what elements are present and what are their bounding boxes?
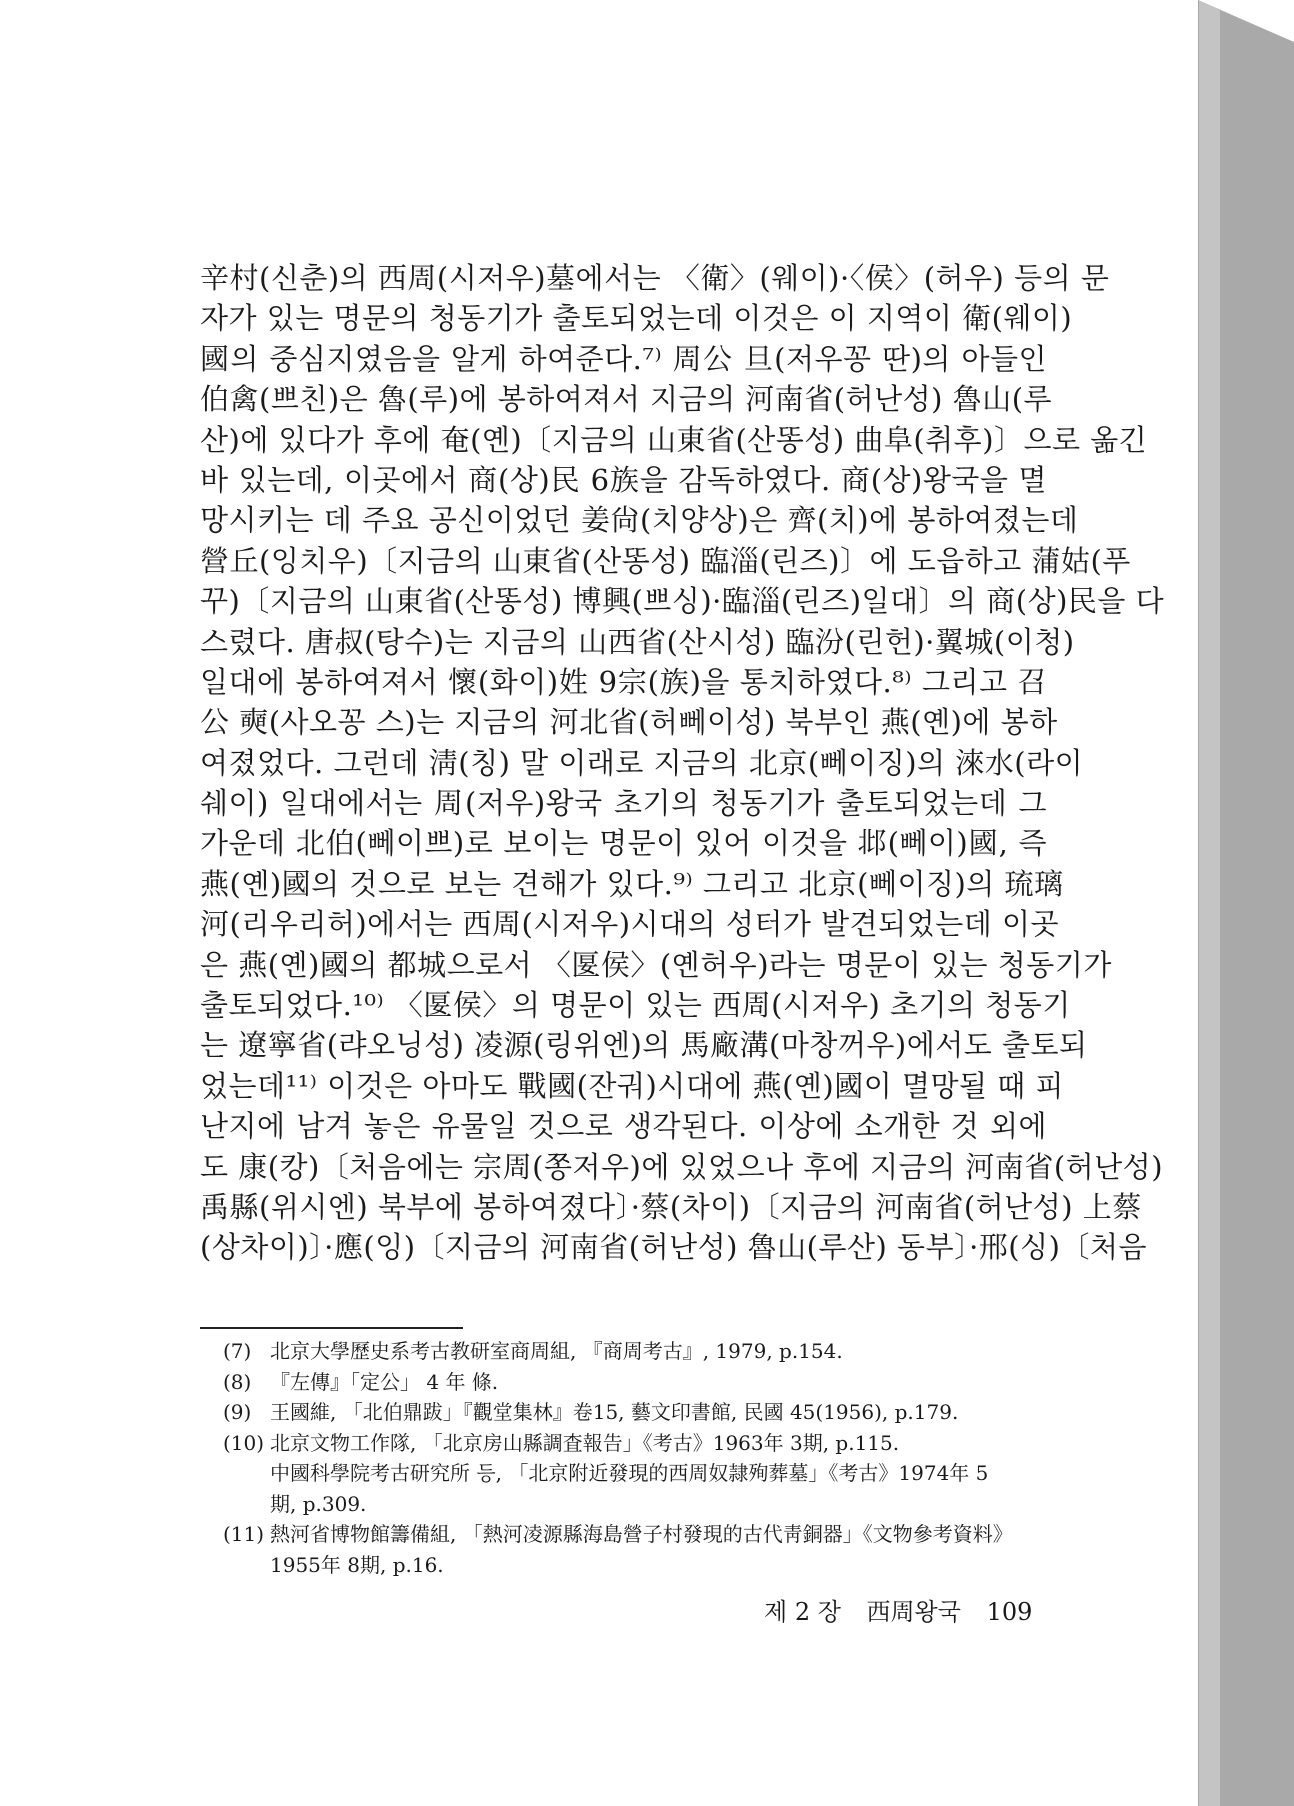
footer-title: 西周왕국 <box>866 1598 961 1626</box>
body-line: 燕(옌)國의 것으로 보는 견해가 있다.⁹⁾ 그리고 北京(뻬이징)의 琉璃 <box>200 866 1064 901</box>
body-line: 바 있는데, 이곳에서 商(상)民 6族을 감독하였다. 商(상)왕국을 멸 <box>200 462 1047 497</box>
body-line: 도 康(캉)〔처음에는 宗周(쫑저우)에 있었으나 후에 지금의 河南省(허난성) <box>200 1149 1164 1184</box>
footnote-text: 王國維, 「北伯鼎跋」『觀堂集林』卷15, 藝文印書館, 民國 45(1956), p.179. <box>270 1400 959 1424</box>
body-line: 산)에 있다가 후에 奄(옌)〔지금의 山東省(산똥성) 曲阜(취후)〕으로 옮긴 <box>200 422 1148 457</box>
footnote-number: (11) <box>223 1522 265 1546</box>
footnote-number: (7) <box>223 1339 252 1363</box>
body-line: 은 燕(옌)國의 都城으로서 〈匽侯〉(옌허우)라는 명문이 있는 청동기가 <box>200 947 1112 982</box>
footnote-text: 熱河省博物館籌備組, 「熱河凌源縣海島營子村發現的古代靑銅器」《文物參考資料》 <box>270 1522 1013 1546</box>
footnote-text: 『左傳』「定公」 4 年 條. <box>270 1369 499 1394</box>
body-line: 辛村(신춘)의 西周(시저우)墓에서는 〈衛〉(웨이)·〈侯〉(허우) 등의 문 <box>200 261 1110 295</box>
body-line: 營丘(잉치우)〔지금의 山東省(산똥성) 臨淄(린즈)〕에 도읍하고 蒲姑(푸 <box>200 543 1131 578</box>
body-line: 출토되었다.¹⁰⁾ 〈匽侯〉의 명문이 있는 西周(시저우) 초기의 청동기 <box>200 988 1071 1023</box>
footnote-text: 1955年 8期, p.16. <box>270 1552 444 1577</box>
footnote-text: 北京大學歷史系考古教研室商周組, 『商周考古』, 1979, p.154. <box>270 1339 843 1363</box>
body-line: 망시키는 데 주요 공신이었던 姜尙(치양상)은 齊(치)에 봉하여졌는데 <box>200 503 1079 538</box>
body-line: 禹縣(위시엔) 북부에 봉하여졌다〕·蔡(차이)〔지금의 河南省(허난성) 上蔡 <box>200 1189 1142 1224</box>
body-line: 스렸다. 唐叔(탕수)는 지금의 山西省(산시성) 臨汾(린헌)·翼城(이청) <box>200 624 1075 659</box>
body-line: 난지에 남겨 놓은 유물일 것으로 생각된다. 이상에 소개한 것 외에 <box>200 1109 1047 1144</box>
body-line: 河(리우리허)에서는 西周(시저우)시대의 성터가 발견되었는데 이곳 <box>200 907 1059 942</box>
body-line: 었는데¹¹⁾ 이것은 아마도 戰國(잔궈)시대에 燕(옌)國이 멸망될 때 피 <box>200 1068 1064 1103</box>
footnote-number: (10) <box>223 1430 265 1455</box>
footnote-text: 期, p.309. <box>270 1491 367 1516</box>
body-line: 가운데 北伯(뻬이쁘)로 보이는 명문이 있어 이것을 邶(뻬이)國, 즉 <box>200 826 1047 861</box>
body-line: 國의 중심지였음을 알게 하여준다.⁷⁾ 周公 旦(저우꽁 딴)의 아들인 <box>200 341 1047 376</box>
body-line: (상차이)〕·應(잉)〔지금의 河南省(허난성) 魯山(루산) 동부〕·邢(싱)〔처음 <box>200 1230 1147 1265</box>
footnote-number: (9) <box>223 1400 252 1424</box>
footnote <box>223 1336 1053 1367</box>
page-number: 109 <box>986 1598 1033 1626</box>
footnote-number: (8) <box>223 1369 252 1394</box>
body-line: 는 遼寧省(랴오닝성) 凌源(링위엔)의 馬廠溝(마창꺼우)에서도 출토되 <box>200 1028 1088 1063</box>
footnote <box>223 1428 1053 1459</box>
footnote <box>223 1397 1053 1428</box>
footer-chapter: 제 2 장 <box>764 1598 841 1626</box>
footnote-text: 中國科學院考古研究所 등, 「北京附近發現的西周奴隷殉葬墓」《考古》1974年 5 <box>270 1461 989 1485</box>
body-line: 伯禽(쁘친)은 魯(루)에 봉하여져서 지금의 河南省(허난성) 魯山(루 <box>200 382 1053 417</box>
body-line: 여졌었다. 그런데 淸(칭) 말 이래로 지금의 北京(뻬이징)의 淶水(라이 <box>200 745 1084 780</box>
footnote <box>223 1489 1053 1520</box>
body-line: 자가 있는 명문의 청동기가 출토되었는데 이것은 이 지역이 衛(웨이) <box>200 301 1073 336</box>
body-text <box>200 258 1165 1268</box>
footnote <box>223 1367 1053 1398</box>
footnote <box>223 1458 1053 1489</box>
body-line: 쉐이) 일대에서는 周(저우)왕국 초기의 청동기가 출토되었는데 그 <box>200 786 1047 821</box>
book-edge <box>1198 0 1294 1806</box>
footnotes <box>223 1336 1053 1580</box>
footnote-divider <box>200 1327 463 1329</box>
footnote <box>223 1550 1053 1581</box>
page-footer <box>764 1592 1050 1627</box>
footnote-text: 北京文物工作隊, 「北京房山縣調査報告」《考古》1963年 3期, p.115. <box>270 1430 900 1455</box>
body-line: 公 奭(사오꽁 스)는 지금의 河北省(허뻬이성) 북부인 燕(옌)에 봉하 <box>200 705 1058 740</box>
body-line: 일대에 봉하여져서 懷(화이)姓 9宗(族)을 통치하였다.⁸⁾ 그리고 召 <box>200 664 1047 699</box>
footnote <box>223 1519 1053 1550</box>
body-line: 꾸)〔지금의 山東省(산똥성) 博興(쁘싱)·臨淄(린즈)일대〕의 商(상)民을 다 <box>200 584 1165 619</box>
